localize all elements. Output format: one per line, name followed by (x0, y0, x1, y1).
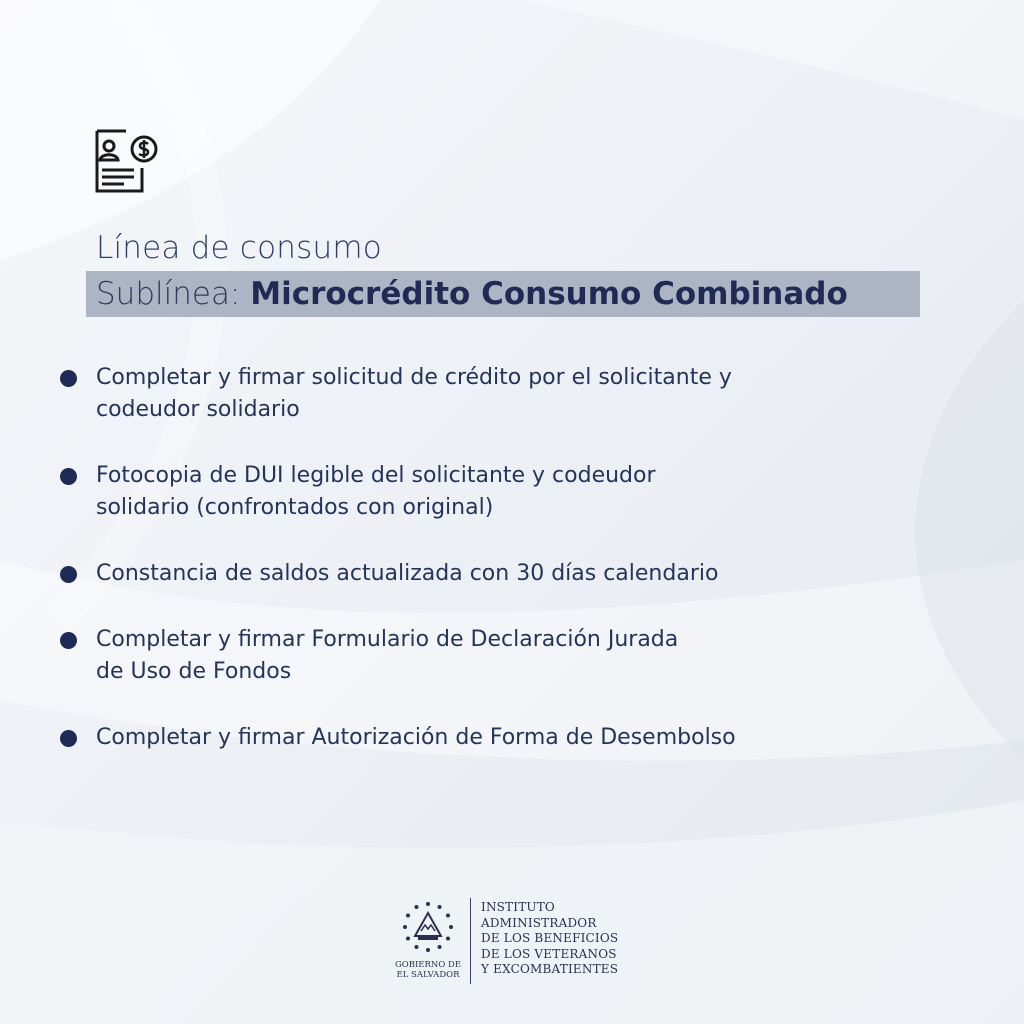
requirements-list (60, 362, 940, 788)
government-text: GOBIERNO DE EL SALVADOR (394, 960, 462, 980)
requirement-text: Completar y firmar solicitud de crédito por el solicitante y codeudor solidario (96, 365, 732, 422)
requirement-text: Completar y firmar Autorización de Forma de Desembolso (96, 725, 736, 750)
requirement-text: Constancia de saldos actualizada con 30 días calendario (96, 561, 719, 586)
footer-logo (394, 898, 618, 990)
requirement-text: Fotocopia de DUI legible del solicitante y codeudor solidario (confrontados con original) (96, 463, 656, 520)
subtitle (96, 275, 848, 313)
requirement-text: Completar y firmar Formulario de Declaración Jurada de Uso de Fondos (96, 627, 679, 684)
bullet-icon (60, 632, 77, 649)
bullet-icon (60, 370, 77, 387)
list-item (60, 722, 940, 754)
bullet-icon (60, 566, 77, 583)
line-title: Línea de consumo (96, 230, 382, 266)
bullet-icon (60, 468, 77, 485)
subtitle-strong: Microcrédito Consumo Combinado (250, 276, 848, 312)
list-item (60, 624, 940, 688)
footer-divider (470, 898, 471, 984)
list-item (60, 362, 940, 426)
bullet-icon (60, 730, 77, 747)
seal-icon (401, 900, 455, 954)
subtitle-prefix: Sublínea: (96, 276, 251, 312)
government-logo (394, 898, 462, 980)
list-item (60, 460, 940, 524)
institute-text: INSTITUTO ADMINISTRADOR DE LOS BENEFICIOS DE LOS VETERANOS Y EXCOMBATIENTES (481, 900, 619, 976)
document-dollar-icon (94, 126, 160, 194)
list-item (60, 558, 940, 590)
